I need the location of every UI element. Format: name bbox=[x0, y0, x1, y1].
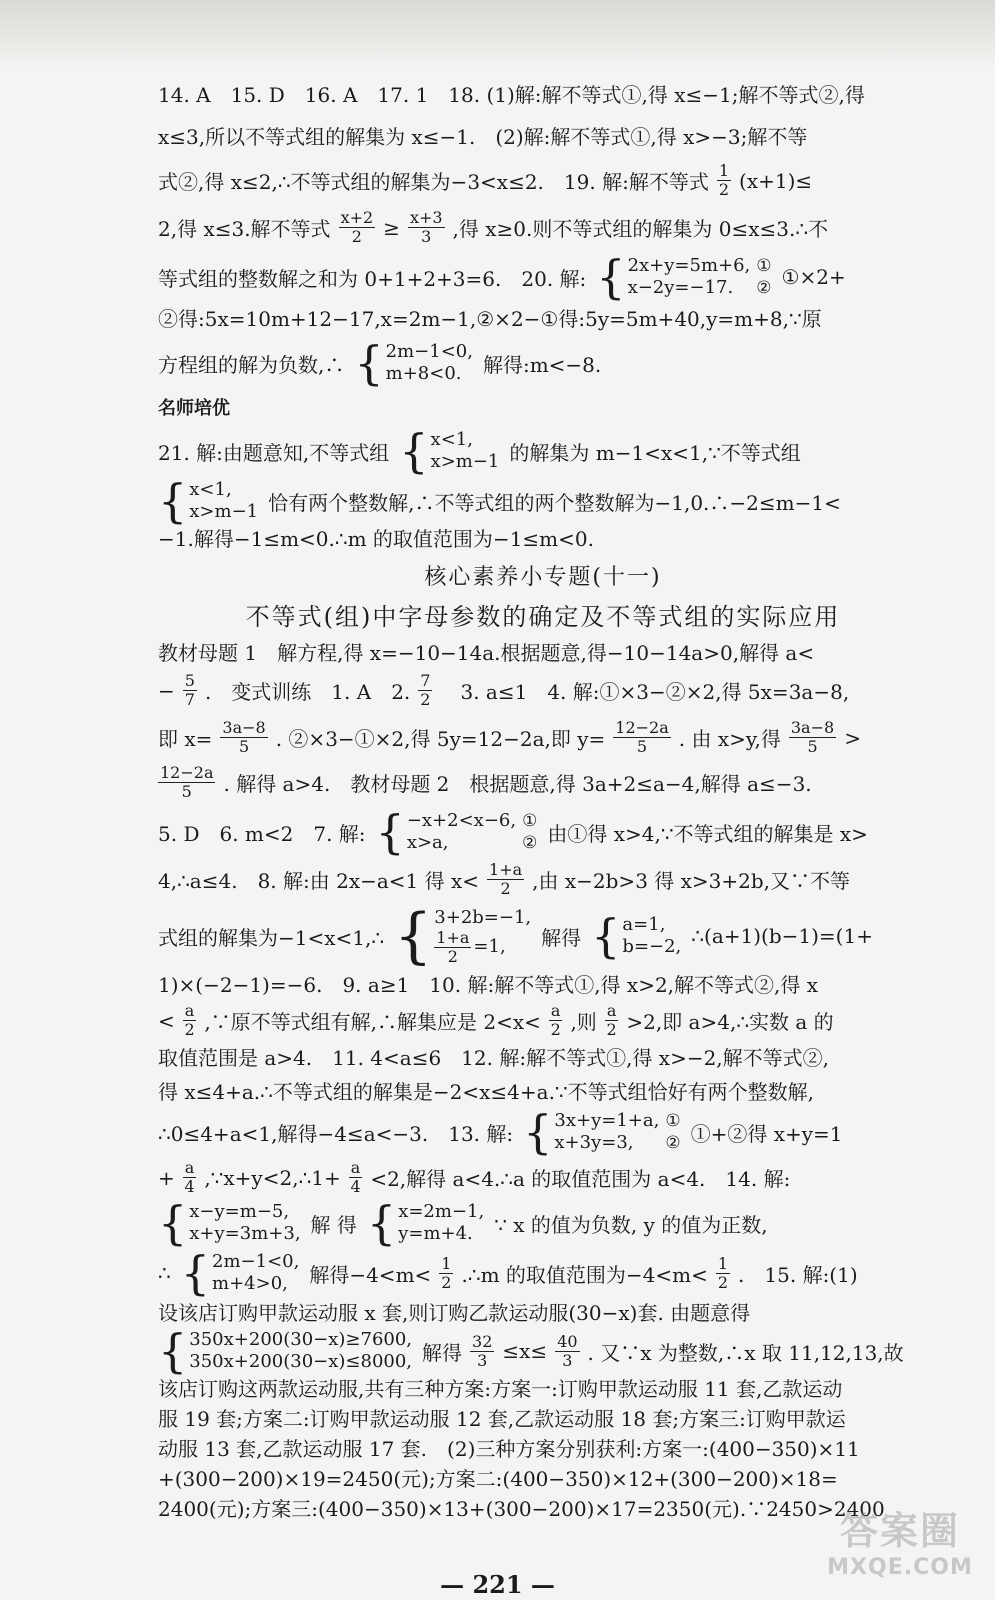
text-span: ,得 x≥0.则不等式组的解集为 0≤x≤3.∴不 bbox=[452, 217, 829, 241]
text-span: 2,得 x≤3.解不等式 bbox=[158, 217, 331, 241]
text-line bbox=[158, 209, 928, 246]
fraction: $\frac{1+a}{2}$ bbox=[489, 860, 523, 898]
text-line: 得 x≤4+a.∴不等式组的解集是−2<x≤4+a.∵不等式组恰好有两个整数解, bbox=[158, 1080, 815, 1104]
text-span: 即 x= bbox=[158, 727, 213, 751]
text-span: 5. D 6. m<2 7. 解: bbox=[158, 821, 366, 846]
fraction: $\frac{1}{2}$ bbox=[717, 1253, 729, 1292]
text-span: 解 得 bbox=[310, 1212, 357, 1237]
fraction: $\frac{a}{4}$ bbox=[350, 1158, 361, 1196]
text-line bbox=[158, 764, 928, 801]
solution-system: { x=2m−1, y=m+4. bbox=[366, 1196, 485, 1250]
text-line bbox=[158, 805, 928, 859]
text-span: >2,即 a>4,∴实数 a 的 bbox=[626, 1010, 834, 1034]
fraction: $\frac{a}{2}$ bbox=[606, 1001, 617, 1039]
text-line: 取值范围是 a>4. 11. 4<a≤6 12. 解:解不等式①,得 x>−2,解不等式②, bbox=[158, 1046, 830, 1070]
text-span: 方程组的解为负数,∴ bbox=[158, 352, 345, 377]
watermark-logo: 答案圈 MXQE.COM bbox=[827, 1509, 973, 1580]
text-span: ,则 bbox=[570, 1010, 597, 1034]
inequality-system: { x<1, x>m−1 bbox=[399, 424, 500, 478]
text-line: 该店订购这两款运动服,共有三种方案:方案一:订购甲款运动服 11 套,乙款运动 bbox=[158, 1377, 843, 1401]
text-line: 14. A 15. D 16. A 17. 1 18. (1)解:解不等式①,得 x≤−1;解不等式②,得 bbox=[158, 83, 865, 107]
inequality-system: { x<1, x>m−1 bbox=[158, 474, 259, 528]
text-line bbox=[158, 1246, 928, 1300]
text-span: 等式组的整数解之和为 0+1+2+3=6. 20. 解: bbox=[158, 266, 587, 291]
text-span: ∵ x 的值为负数, y 的值为正数, bbox=[494, 1212, 768, 1237]
text-span: 由①得 x>4,∵不等式组的解集是 x> bbox=[547, 821, 868, 846]
text-span: + bbox=[158, 1165, 175, 1190]
equation-system: { 2x+y=5m+6, x−2y=−17. ① ② bbox=[596, 250, 772, 304]
text-span: 解得−4<m< bbox=[309, 1262, 432, 1287]
text-line: 1)×(−2−1)=−6. 9. a≥1 10. 解:解不等式①,得 x>2,解不等式②,得 x bbox=[158, 973, 819, 997]
fraction: $\frac{a}{2}$ bbox=[184, 1001, 195, 1039]
equation-system: { x−y=m−5, x+y=3m+3, bbox=[158, 1196, 301, 1250]
text-span: ①×2+ bbox=[781, 265, 846, 289]
text-span: ∴ bbox=[158, 1261, 171, 1285]
text-span: . 15. 解:(1) bbox=[738, 1262, 858, 1287]
text-line bbox=[158, 901, 928, 971]
fraction: $\frac{5}{7}$ bbox=[184, 671, 195, 709]
text-span: ,∵x+y<2,∴1+ bbox=[204, 1165, 341, 1190]
text-span: 的解集为 m−1<x<1,∵不等式组 bbox=[509, 440, 801, 465]
text-span: ∴0≤4+a<1,解得−4≤a<−3. 13. 解: bbox=[158, 1121, 514, 1146]
text-span: ≤x≤ bbox=[502, 1339, 548, 1363]
fraction: $\frac{32}{3}$ bbox=[472, 1331, 493, 1370]
fraction: $\frac{3a-8}{5}$ bbox=[790, 718, 835, 756]
text-span: 式组的解集为−1<x<1,∴ bbox=[158, 925, 385, 950]
text-line bbox=[158, 336, 928, 390]
scan-shadow bbox=[0, 0, 995, 70]
fraction: $\frac{a}{4}$ bbox=[184, 1158, 195, 1196]
text-line: 2400(元);方案三:(400−350)×13+(300−200)×17=2350(元).∵2450>2400 bbox=[158, 1497, 885, 1521]
text-span: . 又∵x 为整数,∴x 取 11,12,13,故 bbox=[587, 1340, 904, 1365]
text-line: −1.解得−1≤m<0.∴m 的取值范围为−1≤m<0. bbox=[158, 527, 594, 551]
text-span: <2,解得 a<4.∴a 的取值范围为 a<4. 14. 解: bbox=[370, 1167, 791, 1191]
text-line: 设该店订购甲款运动服 x 套,则订购乙款运动服(30−x)套. 由题意得 bbox=[158, 1301, 751, 1325]
text-span: 解得:m<−8. bbox=[482, 352, 602, 377]
fraction: $\frac{1}{2}$ bbox=[718, 161, 730, 199]
text-span: 21. 解:由题意知,不等式组 bbox=[158, 440, 390, 465]
inequality-system: { −x+2<x−6, x>a, ① ② bbox=[375, 805, 538, 859]
text-span: .∴m 的取值范围为−4<m< bbox=[461, 1262, 708, 1287]
text-line bbox=[158, 1196, 928, 1250]
inequality-system: { 350x+200(30−x)≥7600, 350x+200(30−x)≤8000, bbox=[158, 1324, 413, 1378]
section-title: 核心素养小专题(十一) bbox=[424, 565, 662, 590]
section-heading: 名师培优 bbox=[158, 398, 230, 419]
fraction: $\frac{x+2}{2}$ bbox=[340, 208, 374, 246]
fraction: $\frac{a}{2}$ bbox=[550, 1001, 561, 1039]
text-line bbox=[158, 1002, 928, 1039]
text-span: ①+②得 x+y=1 bbox=[690, 1121, 843, 1146]
text-span: . 变式训练 1. A 2. bbox=[204, 680, 411, 704]
fraction: $\frac{x+3}{3}$ bbox=[409, 208, 443, 246]
text-span: ,由 x−2b>3 得 x>3+2b,又∵不等 bbox=[532, 869, 851, 893]
text-line bbox=[158, 162, 928, 199]
page-number: — 221 — bbox=[440, 1570, 555, 1599]
inequality-system: { 2m−1<0, m+8<0. bbox=[354, 336, 473, 390]
text-span: 恰有两个整数解,∴不等式组的两个整数解为−1,0.∴−2≤m−1< bbox=[268, 490, 841, 515]
text-line bbox=[158, 719, 928, 756]
text-span: 式②,得 x≤2,∴不等式组的解集为−3<x≤2. 19. 解:解不等式 bbox=[158, 170, 709, 194]
text-span: − bbox=[158, 678, 175, 703]
text-line bbox=[158, 1324, 928, 1378]
equation-system: { 3x+y=1+a, x+3y=3, ① ② bbox=[523, 1105, 681, 1159]
text-line bbox=[158, 1105, 928, 1159]
section-subtitle: 不等式(组)中字母参数的确定及不等式组的实际应用 bbox=[245, 603, 841, 631]
text-line: +(300−200)×19=2450(元);方案二:(400−350)×12+(300−200)×18= bbox=[158, 1467, 838, 1491]
text-line: 服 19 套;方案二:订购甲款运动服 12 套,乙款运动服 18 套;方案三:订购甲款运 bbox=[158, 1407, 846, 1431]
answer-page bbox=[158, 80, 928, 1524]
text-span: > bbox=[844, 725, 861, 750]
text-span: 解得 bbox=[541, 925, 582, 950]
fraction: $\frac{7}{2}$ bbox=[420, 671, 431, 709]
text-line bbox=[158, 474, 928, 528]
solution-system: { a=1, b=−2, bbox=[591, 909, 682, 963]
text-span: (x+1)≤ bbox=[739, 168, 813, 193]
text-span: . ②×3−①×2,得 5y=12−2a,即 y= bbox=[275, 727, 606, 751]
text-line: x≤3,所以不等式组的解集为 x≤−1. (2)解:解不等式①,得 x>−3;解不等 bbox=[158, 125, 808, 149]
text-span: 解得 bbox=[422, 1340, 463, 1365]
text-span: . 由 x>y,得 bbox=[678, 727, 781, 751]
fraction: $\frac{12-2a}{5}$ bbox=[160, 763, 214, 801]
text-span: . 解得 a>4. 教材母题 2 根据题意,得 3a+2≤a−4,解得 a≤−3. bbox=[223, 772, 812, 796]
text-span: ,∵原不等式组有解,∴解集应是 2<x< bbox=[204, 1010, 541, 1034]
text-line: ②得:5x=10m+12−17,x=2m−1,②×2−①得:5y=5m+40,y=m+8,∵原 bbox=[158, 307, 822, 331]
fraction: $\frac{3a-8}{5}$ bbox=[222, 718, 266, 756]
text-line bbox=[158, 250, 928, 304]
text-span: 4,∴a≤4. 8. 解:由 2x−a<1 得 x< bbox=[158, 869, 480, 893]
text-line bbox=[158, 861, 928, 898]
fraction: $\frac{12-2a}{5}$ bbox=[615, 718, 669, 756]
text-line: 教材母题 1 解方程,得 x=−10−14a.根据题意,得−10−14a>0,解得 a< bbox=[158, 641, 815, 665]
text-span: < bbox=[158, 1008, 175, 1033]
fraction: $\frac{40}{3}$ bbox=[557, 1331, 578, 1370]
text-line: 动服 13 套,乙款运动服 17 套. (2)三种方案分别获利:方案一:(400−350)×11 bbox=[158, 1437, 860, 1461]
text-line bbox=[158, 672, 928, 709]
text-line bbox=[158, 424, 928, 478]
fraction: $\frac{1}{2}$ bbox=[441, 1253, 452, 1292]
inequality-system: { 2m−1<0, m+4>0, bbox=[180, 1246, 300, 1300]
text-span: ∴(a+1)(b−1)=(1+ bbox=[691, 924, 873, 948]
text-span: ≥ bbox=[383, 215, 400, 240]
equation-system: { 3+2b=−1, $\frac{1+a}{2}$ =1, bbox=[394, 901, 532, 971]
text-span: 3. a≤1 4. 解:①×3−②×2,得 5x=3a−8, bbox=[440, 680, 850, 704]
text-line bbox=[158, 1159, 928, 1196]
